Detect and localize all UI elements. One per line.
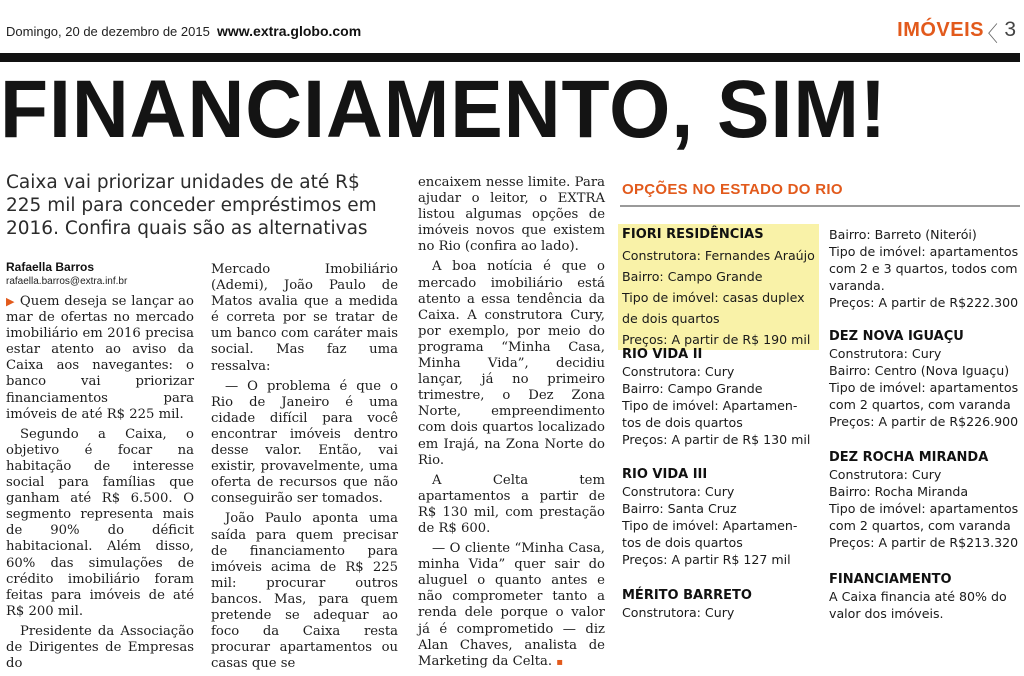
listing-line: Bairro: Barreto (Niterói) — [829, 227, 977, 242]
article-paragraph: Presidente da Associação de Dirigentes de Empresas do — [6, 623, 194, 672]
listing-line: Tipo de imóvel: casas duplex — [618, 287, 819, 308]
listing-line: com 2 quartos, com varanda — [829, 518, 1011, 533]
article-paragraph: Mercado Imobiliário (Ademi), João Paulo de Matos avalia que a medida é correta por se tratar de um banco com caráter mais social. Mas faz uma ressalva: — [211, 262, 398, 374]
listing-line: Tipo de imóvel: apartamentos — [829, 244, 1019, 259]
listing-line: A Caixa financia até 80% do — [829, 589, 1007, 604]
listing-line: Tipo de imóvel: apartamentos — [829, 501, 1019, 516]
listing-line: com 2 e 3 quartos, todos com — [829, 261, 1018, 276]
listing-name: DEZ NOVA IGUAÇU — [829, 329, 964, 344]
listing-line: Construtora: Cury — [622, 364, 735, 379]
listing-name: MÉRITO BARRETO — [622, 588, 752, 603]
listing-line: Tipo de imóvel: Apartamen- — [622, 518, 798, 533]
article-column-2 — [211, 262, 398, 676]
byline-email: rafaella.barros@extra.inf.br — [6, 276, 128, 287]
end-mark-icon: ▪ — [556, 656, 564, 668]
listing-name: FIORI RESIDÊNCIAS — [618, 224, 819, 245]
article-paragraph: — O cliente “Minha Casa, minha Vida” quer sair do aluguel o quanto antes e não comprometer tanto a renda dele porque o valor já é comprometido — diz Alan Chaves, analista de Marketing da Celta. ▪ — [418, 541, 605, 669]
article-column-3 — [418, 175, 605, 675]
issue-date: Domingo, 20 de dezembro de 2015 — [6, 24, 210, 39]
site-url: www.extra.globo.com — [217, 23, 362, 39]
page-number: 3 — [1004, 18, 1016, 41]
headline: FINANCIAMENTO, SIM! — [0, 64, 888, 155]
listing-line: Preços: A partir de R$ 190 mil — [618, 329, 819, 350]
listing-line: Preços: A partir de R$226.900 — [829, 414, 1019, 429]
listing-line: Construtora: Fernandes Araújo — [618, 245, 819, 266]
listing-name: RIO VIDA II — [622, 347, 703, 362]
listing-rio-vida-3 — [622, 466, 797, 568]
listing-line: Bairro: Campo Grande — [618, 266, 819, 287]
listing-dez-nova-iguacu — [829, 328, 1018, 430]
listing-line: Bairro: Campo Grande — [622, 381, 763, 396]
listing-name: DEZ ROCHA MIRANDA — [829, 450, 989, 465]
listing-line: Construtora: Cury — [622, 605, 735, 620]
sidebar-rule — [620, 205, 1020, 207]
article-paragraph: A boa notícia é que o mercado imobiliário está atento a essa tendência da Caixa. A construtora Cury, por exemplo, por meio do programa “Minha Casa, Minha Vida”, decidiu lançar, já no primeiro trimestre, o Dez Zona Norte, empreendimento com dois quartos localizado em Irajá, na Zona Norte do Rio. — [418, 259, 605, 468]
listing-line: tos de dois quartos — [622, 415, 743, 430]
listing-line: Tipo de imóvel: Apartamen- — [622, 398, 798, 413]
header-rule — [0, 53, 1020, 62]
listing-line: tos de dois quartos — [622, 535, 743, 550]
listing-rio-vida-2 — [622, 346, 810, 448]
listing-line: Tipo de imóvel: apartamentos — [829, 380, 1019, 395]
listing-line: valor dos imóveis. — [829, 606, 944, 621]
byline-author: Rafaella Barros — [6, 260, 95, 274]
article-paragraph: João Paulo aponta uma saída para quem precisar de financiamento para imóveis acima de R$ 225 mil: procurar outros bancos. Mas, para quem pretende se adequar ao foco da Caixa resta procurar apartamentos ou casas que se — [211, 511, 398, 672]
listing-dez-rocha-miranda — [829, 449, 1018, 551]
listing-line: Bairro: Rocha Miranda — [829, 484, 969, 499]
listing-financiamento — [829, 571, 1007, 622]
listing-line: Preços: A partir R$ 127 mil — [622, 552, 791, 567]
sidebar-title: OPÇÕES NO ESTADO DO RIO — [622, 181, 843, 198]
article-paragraph: A Celta tem apartamentos a partir de R$ 130 mil, com prestação de R$ 600. — [418, 472, 605, 536]
article-paragraph: Segundo a Caixa, o objetivo é focar na habitação de interesse social para famílias que ganham até R$ 6.500. O segmento representa mais de 90% do déficit habitacional. Além disso, 60% das simulações de crédito imobiliário foram feitas para imóveis de até R$ 200 mil. — [6, 426, 194, 619]
section-name: IMÓVEIS — [897, 19, 984, 41]
listing-line: Preços: A partir de R$ 130 mil — [622, 432, 811, 447]
article-paragraph: — O problema é que o Rio de Janeiro é uma cidade difícil para você encontrar imóveis dentro desse valor. Então, vai existir, provavelmente, uma oferta de recursos que não conseguirão ser tomados. — [211, 378, 398, 507]
article-paragraph: ▶ Quem deseja se lançar ao mar de ofertas no mercado imobiliário em 2016 precisa estar atento ao aviso da Caixa aos navegantes: o banco vai priorizar financiamentos para imóveis de até R$ 225 mil. — [6, 294, 194, 422]
listing-line: Construtora: Cury — [829, 346, 942, 361]
lead-arrow-icon: ▶ — [6, 295, 16, 308]
listing-line: de dois quartos — [618, 308, 819, 329]
listing-line: Construtora: Cury — [829, 467, 942, 482]
section-separator-icon: 〈 — [977, 23, 998, 46]
article-paragraph: encaixem nesse limite. Para ajudar o leitor, o EXTRA listou algumas opções de imóveis novos que existem no Rio (confira ao lado). — [418, 175, 605, 255]
page-header — [0, 0, 1024, 46]
listing-fiori — [618, 224, 819, 350]
listing-line: Preços: A partir de R$222.300 — [829, 295, 1019, 310]
article-column-1 — [6, 294, 194, 676]
listing-name: FINANCIAMENTO — [829, 572, 952, 587]
listing-merito-barreto — [622, 587, 752, 621]
listing-line: Construtora: Cury — [622, 484, 735, 499]
dek: Caixa vai priorizar unidades de até R$ 225 mil para conceder empréstimos em 2016. Confira quais são as alternativas — [6, 172, 377, 239]
listing-line: Bairro: Centro (Nova Iguaçu) — [829, 363, 1010, 378]
listing-line: varanda. — [829, 278, 885, 293]
listing-line: Preços: A partir de R$213.320 — [829, 535, 1019, 550]
listing-line: com 2 quartos, com varanda — [829, 397, 1011, 412]
listing-name: RIO VIDA III — [622, 467, 708, 482]
listing-merito-barreto-continued — [829, 226, 1018, 311]
listing-line: Bairro: Santa Cruz — [622, 501, 737, 516]
